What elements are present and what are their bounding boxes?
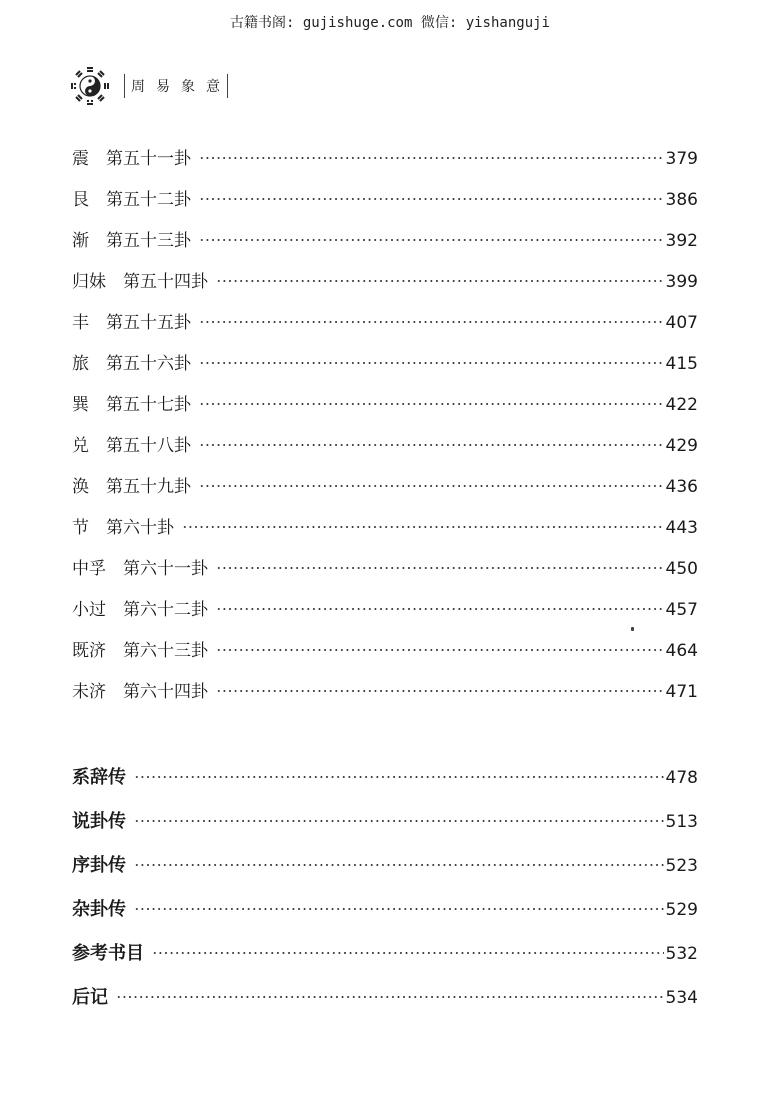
toc-entry[interactable] xyxy=(72,431,698,455)
page-number: 532 xyxy=(665,944,698,964)
page-number: 379 xyxy=(665,149,698,169)
entry-title: 巽 第五十七卦 xyxy=(72,395,191,415)
page-number: 422 xyxy=(665,395,698,415)
page-number: 429 xyxy=(665,436,698,456)
entry-title: 旅 第五十六卦 xyxy=(72,354,191,374)
entry-title: 说卦传 xyxy=(72,811,126,832)
leader-dots xyxy=(216,567,664,569)
page-number: 443 xyxy=(665,518,698,538)
entry-title: 兑 第五十八卦 xyxy=(72,436,191,456)
toc-entry[interactable] xyxy=(72,554,698,578)
page-number: 392 xyxy=(665,231,698,251)
entry-title: 艮 第五十二卦 xyxy=(72,190,191,210)
toc-major-entry[interactable] xyxy=(72,939,698,963)
page-number: 464 xyxy=(665,641,698,661)
title-char: 意 xyxy=(206,79,221,95)
page-number: 399 xyxy=(665,272,698,292)
page-number: 529 xyxy=(665,900,698,920)
leader-dots xyxy=(216,690,664,692)
entry-title: 中孚 第六十一卦 xyxy=(72,559,208,579)
leader-dots xyxy=(199,444,664,446)
entry-title: 后记 xyxy=(72,987,108,1008)
page-header xyxy=(70,66,228,106)
entry-title: 参考书目 xyxy=(72,943,144,964)
page-number: 457 xyxy=(665,600,698,620)
taiji-bagua-icon xyxy=(70,66,110,106)
toc-entry[interactable] xyxy=(72,185,698,209)
toc-entry[interactable] xyxy=(72,349,698,373)
entry-title: 渐 第五十三卦 xyxy=(72,231,191,251)
entry-title: 小过 第六十二卦 xyxy=(72,600,208,620)
leader-dots xyxy=(182,526,664,528)
page-number: 407 xyxy=(665,313,698,333)
scan-speck xyxy=(631,627,634,631)
entry-title: 涣 第五十九卦 xyxy=(72,477,191,497)
toc-entry[interactable] xyxy=(72,144,698,168)
entry-title: 序卦传 xyxy=(72,855,126,876)
entry-title: 未济 第六十四卦 xyxy=(72,682,208,702)
leader-dots xyxy=(199,403,664,405)
entry-title: 既济 第六十三卦 xyxy=(72,641,208,661)
entry-title: 节 第六十卦 xyxy=(72,518,174,538)
leader-dots xyxy=(134,776,664,778)
toc-entry[interactable] xyxy=(72,472,698,496)
page-number: 513 xyxy=(665,812,698,832)
entry-title: 系辞传 xyxy=(72,767,126,788)
toc-entry[interactable] xyxy=(72,267,698,291)
toc-major-entry[interactable] xyxy=(72,851,698,875)
toc-major-entry[interactable] xyxy=(72,895,698,919)
toc-entry[interactable] xyxy=(72,636,698,660)
leader-dots xyxy=(199,362,664,364)
leader-dots xyxy=(116,996,664,998)
page-number: 471 xyxy=(665,682,698,702)
entry-title: 归妹 第五十四卦 xyxy=(72,272,208,292)
toc-major-entry[interactable] xyxy=(72,763,698,787)
leader-dots xyxy=(216,649,664,651)
entry-title: 丰 第五十五卦 xyxy=(72,313,191,333)
toc-major-entry[interactable] xyxy=(72,983,698,1007)
toc-major-entry[interactable] xyxy=(72,807,698,831)
title-char: 易 xyxy=(156,79,171,95)
title-char: 象 xyxy=(181,79,196,95)
toc-entry[interactable] xyxy=(72,308,698,332)
page-number: 436 xyxy=(665,477,698,497)
toc-entry[interactable] xyxy=(72,595,698,619)
leader-dots xyxy=(152,952,664,954)
leader-dots xyxy=(134,908,664,910)
page-number: 523 xyxy=(665,856,698,876)
leader-dots xyxy=(199,198,664,200)
toc-entry[interactable] xyxy=(72,226,698,250)
page-number: 534 xyxy=(665,988,698,1008)
leader-dots xyxy=(134,820,664,822)
leader-dots xyxy=(199,321,664,323)
toc-entry[interactable] xyxy=(72,390,698,414)
leader-dots xyxy=(199,485,664,487)
toc-entry[interactable] xyxy=(72,677,698,701)
leader-dots xyxy=(216,280,664,282)
entry-title: 震 第五十一卦 xyxy=(72,149,191,169)
entry-title: 杂卦传 xyxy=(72,899,126,920)
page-number: 415 xyxy=(665,354,698,374)
page-number: 386 xyxy=(665,190,698,210)
book-title xyxy=(124,74,228,98)
toc-entry[interactable] xyxy=(72,513,698,537)
leader-dots xyxy=(199,157,664,159)
title-char: 周 xyxy=(131,79,146,95)
page-number: 450 xyxy=(665,559,698,579)
leader-dots xyxy=(216,608,664,610)
watermark-text: 古籍书阁: gujishuge.com 微信: yishanguji xyxy=(229,15,550,31)
leader-dots xyxy=(134,864,664,866)
page-number: 478 xyxy=(665,768,698,788)
leader-dots xyxy=(199,239,664,241)
